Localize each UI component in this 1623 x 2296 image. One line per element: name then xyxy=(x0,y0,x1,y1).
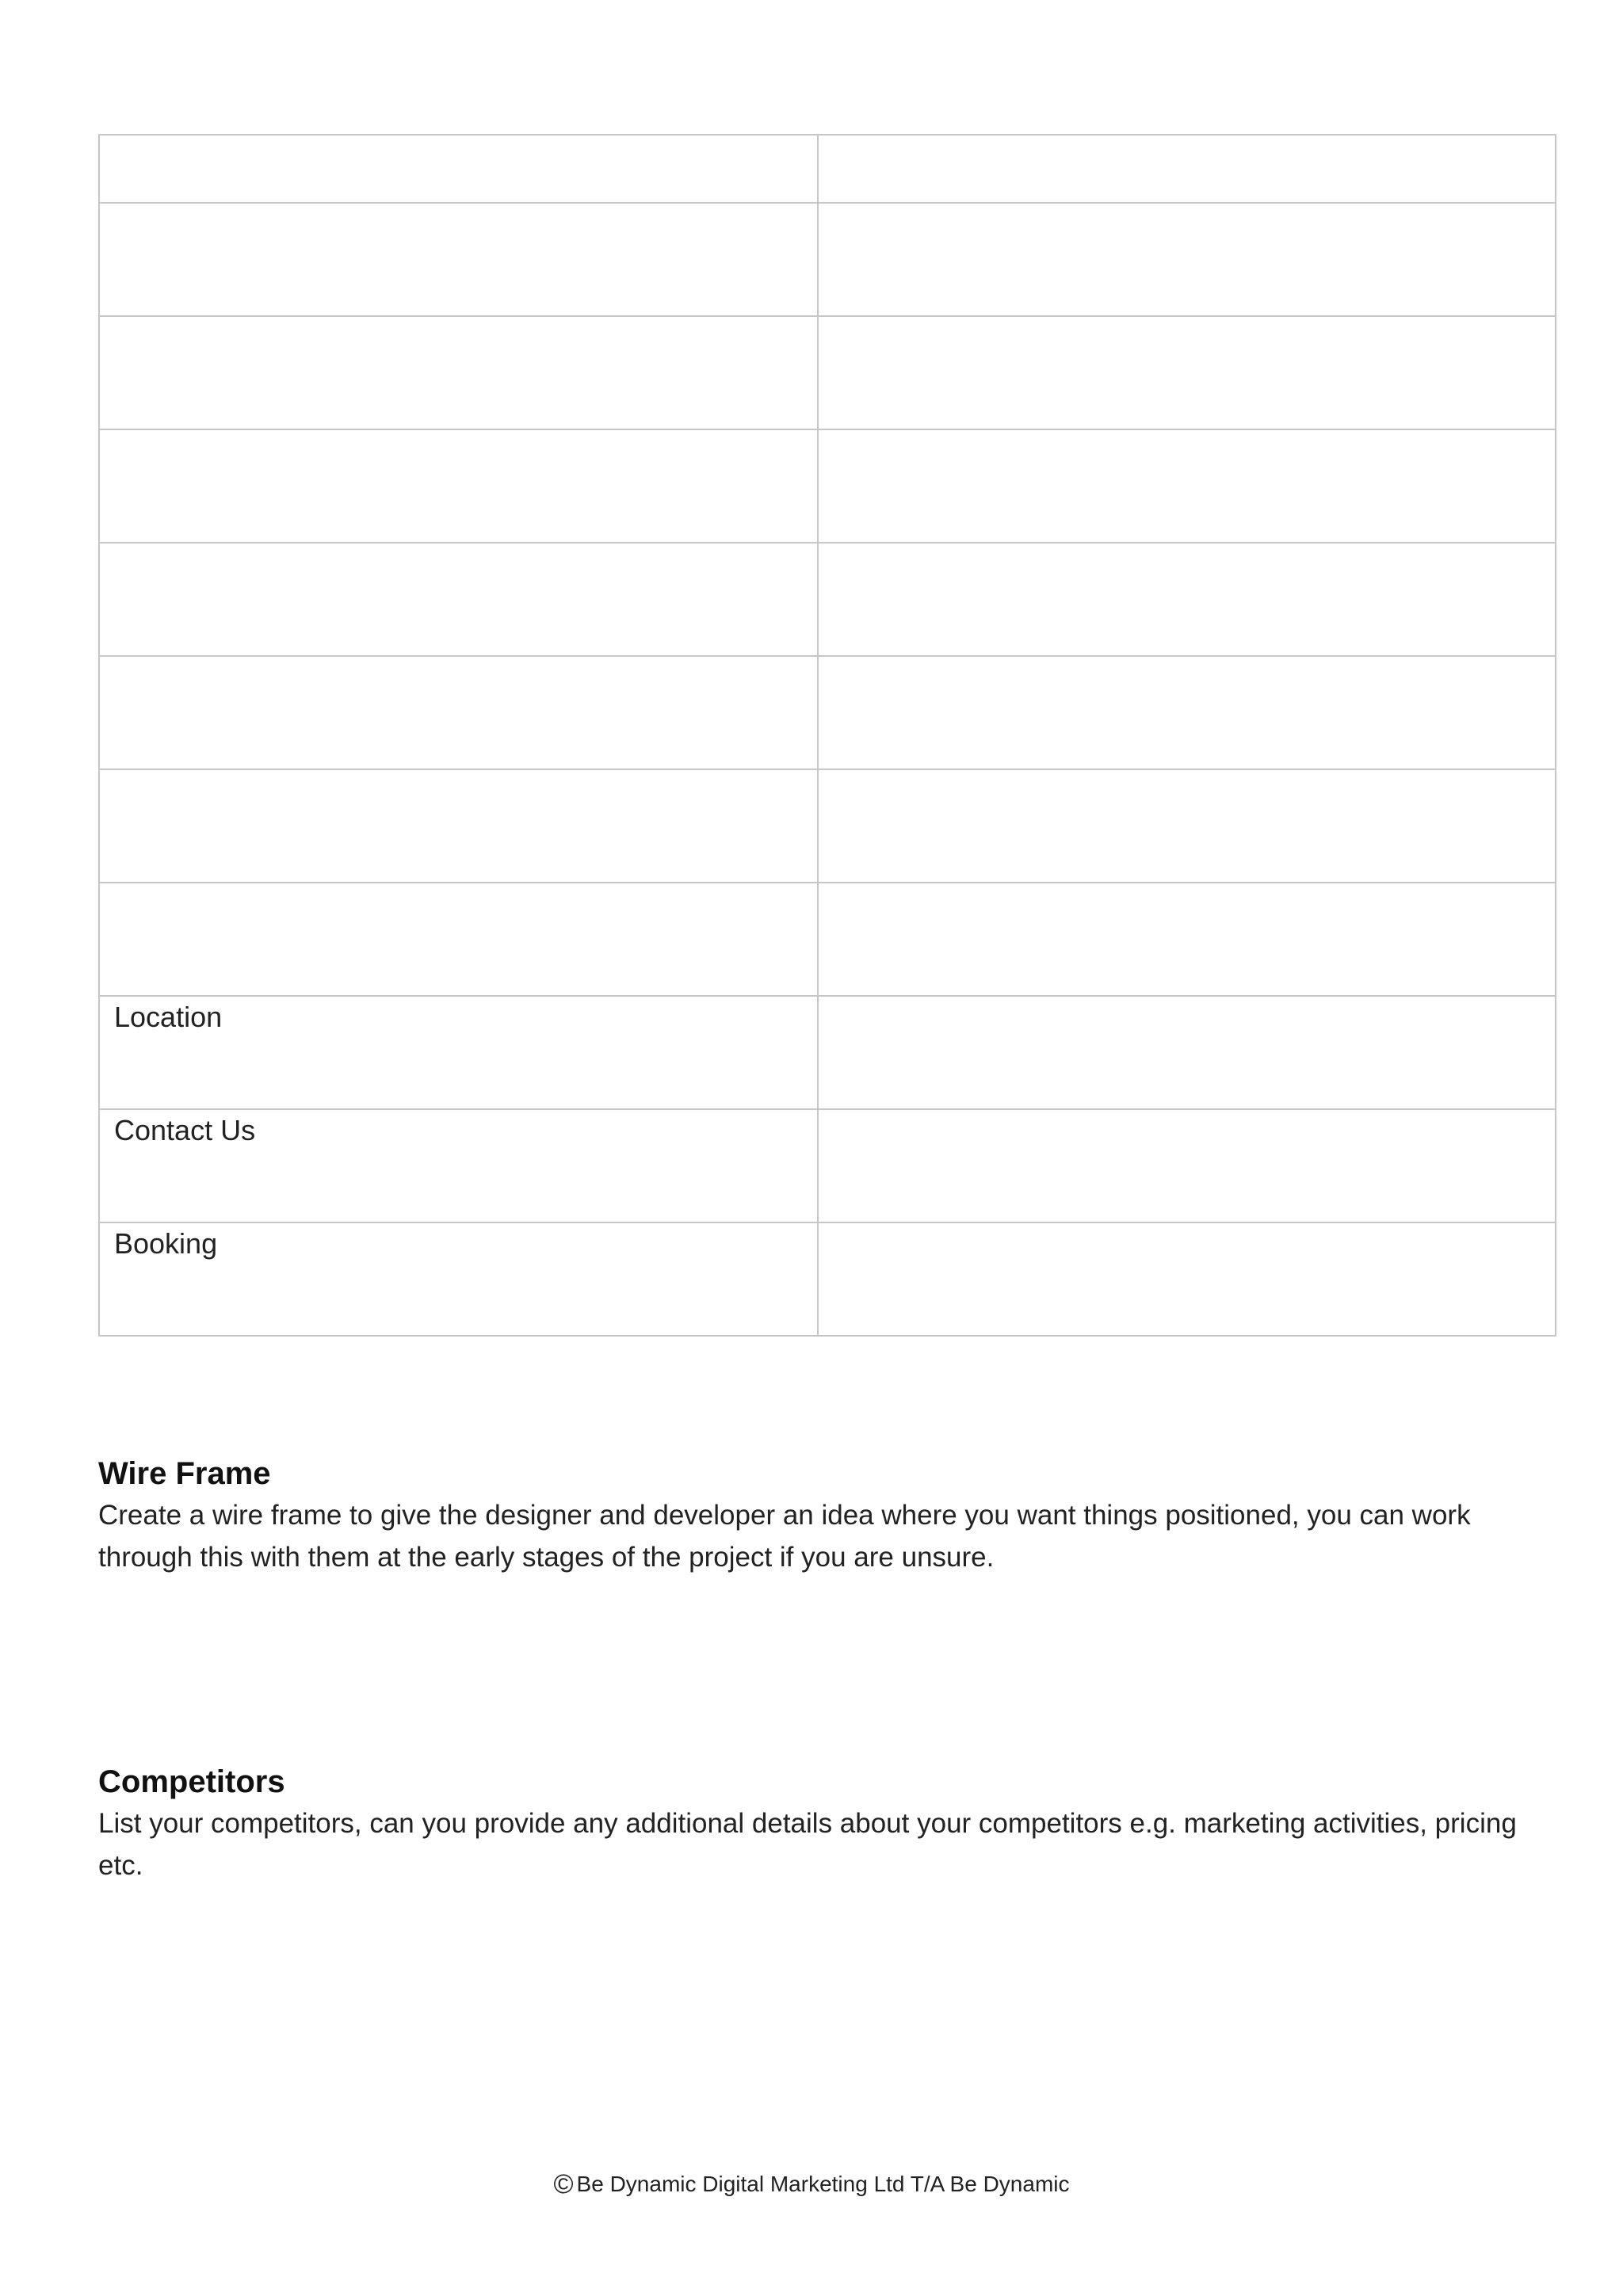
table-row-booking xyxy=(99,1222,1556,1336)
page-footer xyxy=(0,2169,1623,2200)
table-cell-value xyxy=(818,656,1556,769)
copyright-icon: © xyxy=(553,2169,574,2199)
competitors-description: List your competitors, can you provide any additional details about your competitors e.g. marketing activities, pricing etc. xyxy=(98,1808,1517,1881)
wire-frame-description: Create a wire frame to give the designer and developer an idea where you want things positioned, you can work through this with them at the early stages of the project if you are unsure. xyxy=(98,1500,1471,1573)
table-cell-label xyxy=(99,429,818,543)
table-row xyxy=(99,769,1556,883)
table-cell-label: Booking xyxy=(99,1222,818,1336)
table-cell-label xyxy=(99,543,818,656)
table-cell-label: Location xyxy=(99,996,818,1109)
wire-frame-section xyxy=(98,1455,1555,1578)
sitemap-table xyxy=(98,134,1556,1337)
table-row xyxy=(99,656,1556,769)
table-cell-label xyxy=(99,135,818,203)
table-cell-label xyxy=(99,883,818,996)
table-cell-label xyxy=(99,316,818,429)
competitors-section xyxy=(98,1763,1555,1886)
table-cell-label xyxy=(99,656,818,769)
competitors-heading: Competitors xyxy=(98,1764,285,1799)
table-cell-value xyxy=(818,1109,1556,1222)
table-cell-value xyxy=(818,883,1556,996)
table-row-contact-us xyxy=(99,1109,1556,1222)
table-cell-value xyxy=(818,135,1556,203)
table-row xyxy=(99,316,1556,429)
table-row xyxy=(99,543,1556,656)
footer-text: Be Dynamic Digital Marketing Ltd T/A Be Dynamic xyxy=(576,2172,1070,2196)
table-row xyxy=(99,883,1556,996)
table-cell-label xyxy=(99,203,818,316)
table-cell-value xyxy=(818,316,1556,429)
table-cell-value xyxy=(818,429,1556,543)
wire-frame-heading: Wire Frame xyxy=(98,1456,271,1491)
table-cell-value xyxy=(818,996,1556,1109)
table-cell-value xyxy=(818,203,1556,316)
table-row-location xyxy=(99,996,1556,1109)
table-row xyxy=(99,429,1556,543)
table-cell-value xyxy=(818,543,1556,656)
table-row xyxy=(99,203,1556,316)
table-cell-label: Contact Us xyxy=(99,1109,818,1222)
table-cell-value xyxy=(818,1222,1556,1336)
table-row xyxy=(99,135,1556,203)
table-cell-label xyxy=(99,769,818,883)
table-cell-value xyxy=(818,769,1556,883)
